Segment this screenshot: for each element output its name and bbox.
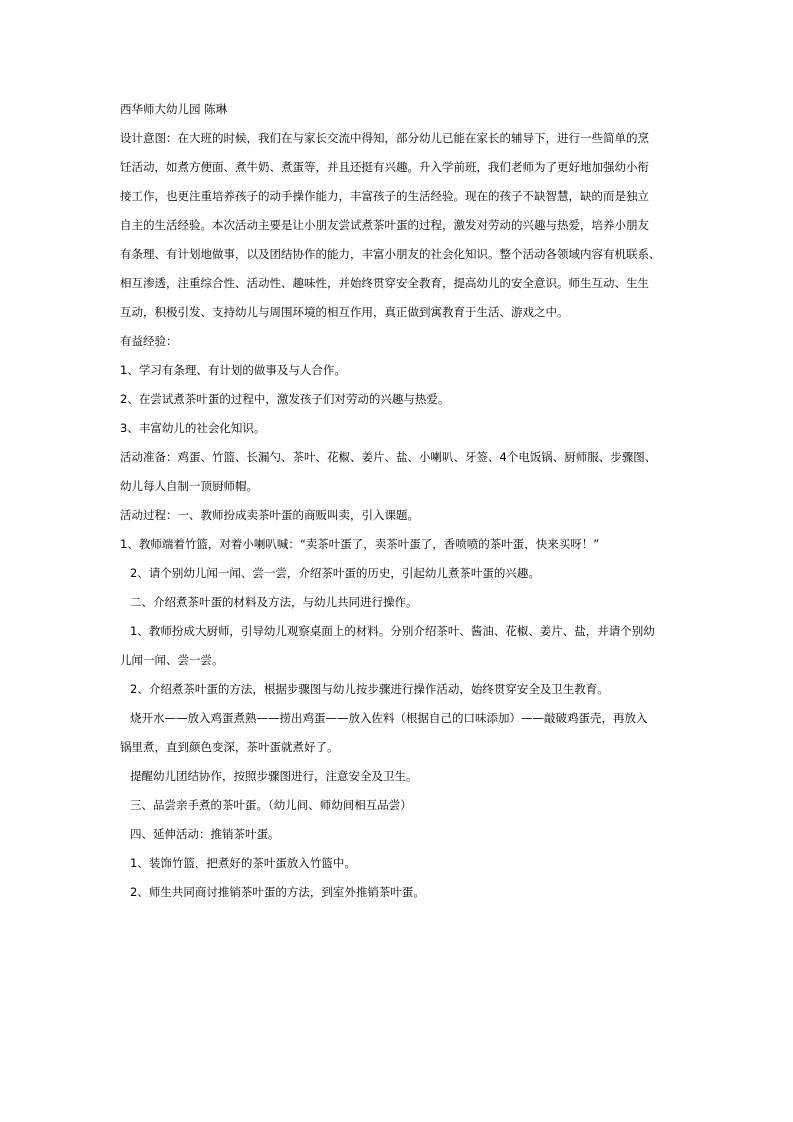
process-section-3: 三、品尝亲手煮的茶叶蛋。（幼儿间、师幼间相互品尝） bbox=[130, 798, 412, 812]
process-step-1-1: 1、教师端着竹篮，对着小喇叭喊：“卖茶叶蛋了，卖茶叶蛋了，香喷喷的茶叶蛋，快来买呀！” bbox=[120, 537, 600, 551]
design-intent-line-6: 相互渗透，注重综合性、活动性、趣味性，并始终贯穿安全教育，提高幼儿的安全意识。师生互动、生生 bbox=[120, 276, 649, 290]
design-intent-line-3: 接工作，也更注重培养孩子的动手操作能力，丰富孩子的生活经验。现在的孩子不缺智慧，缺的而是独立 bbox=[120, 189, 649, 203]
cooking-steps-line-2: 锅里煮，直到颜色变深，茶叶蛋就煮好了。 bbox=[120, 740, 339, 754]
design-intent-line-2: 饪活动，如煮方便面、煮牛奶、煮蛋等，并且还挺有兴趣。升入学前班，我们老师为了更好地加强幼小衔 bbox=[120, 160, 649, 174]
process-heading: 活动过程：一、教师扮成卖茶叶蛋的商贩叫卖，引入课题。 bbox=[120, 508, 419, 522]
cooking-steps-line-1: 烧开水——放入鸡蛋煮熟——捞出鸡蛋——放入佐料（根据自己的口味添加）——敲破鸡蛋壳，再放入 bbox=[130, 711, 648, 725]
benefits-heading: 有益经验： bbox=[120, 334, 178, 348]
design-intent-line-4: 自主的生活经验。本次活动主要是让小朋友尝试煮茶叶蛋的过程，激发对劳动的兴趣与热爱，培养小朋友 bbox=[120, 218, 649, 232]
process-step-2-1: 1、教师扮成大厨师，引导幼儿观察桌面上的材料。分别介绍茶叶、酱油、花椒、姜片、盐，并请个别幼 bbox=[130, 624, 655, 638]
process-section-2: 二、介绍煮茶叶蛋的材料及方法，与幼儿共同进行操作。 bbox=[130, 595, 418, 609]
reminder-line: 提醒幼儿团结协作，按照步骤图进行，注意安全及卫生。 bbox=[130, 769, 418, 783]
process-step-1-2: 2、请个别幼儿闻一闻、尝一尝，介绍茶叶蛋的历史，引起幼儿煮茶叶蛋的兴趣。 bbox=[130, 566, 540, 580]
design-intent-line-1: 设计意图：在大班的时候，我们在与家长交流中得知，部分幼儿已能在家长的辅导下，进行一些简单的烹 bbox=[120, 131, 649, 145]
extension-step-2: 2、师生共同商讨推销茶叶蛋的方法，到室外推销茶叶蛋。 bbox=[130, 885, 425, 899]
extension-step-1: 1、装饰竹篮，把煮好的茶叶蛋放入竹篮中。 bbox=[130, 856, 356, 870]
design-intent-line-5: 有条理、有计划地做事，以及团结协作的能力，丰富小朋友的社会化知识。整个活动各领域内容有机联系、 bbox=[120, 247, 661, 261]
preparation-line-2: 幼儿每人自制一顶厨师帽。 bbox=[120, 479, 258, 493]
design-intent-line-7: 互动，积极引发、支持幼儿与周围环境的相互作用，真正做到寓教育于生活、游戏之中。 bbox=[120, 305, 569, 319]
process-step-2-2: 2、介绍煮茶叶蛋的方法，根据步骤图与幼儿按步骤进行操作活动，始终贯穿安全及卫生教育。 bbox=[130, 682, 609, 696]
benefit-item-3: 3、丰富幼儿的社会化知识。 bbox=[120, 421, 266, 435]
benefit-item-1: 1、学习有条理、有计划的做事及与人合作。 bbox=[120, 363, 346, 377]
author-line: 西华师大幼儿园 陈琳 bbox=[120, 102, 228, 116]
process-section-4: 四、延伸活动：推销茶叶蛋。 bbox=[130, 827, 280, 841]
process-step-2-1-cont: 儿闻一闻、尝一尝。 bbox=[120, 653, 224, 667]
benefit-item-2: 2、在尝试煮茶叶蛋的过程中，激发孩子们对劳动的兴趣与热爱。 bbox=[120, 392, 450, 406]
preparation-line-1: 活动准备：鸡蛋、竹篮、长漏勺、茶叶、花椒、姜片、盐、小喇叭、牙签、4个电饭锅、厨师服、步骤图、 bbox=[120, 450, 657, 464]
document-page bbox=[120, 95, 680, 907]
